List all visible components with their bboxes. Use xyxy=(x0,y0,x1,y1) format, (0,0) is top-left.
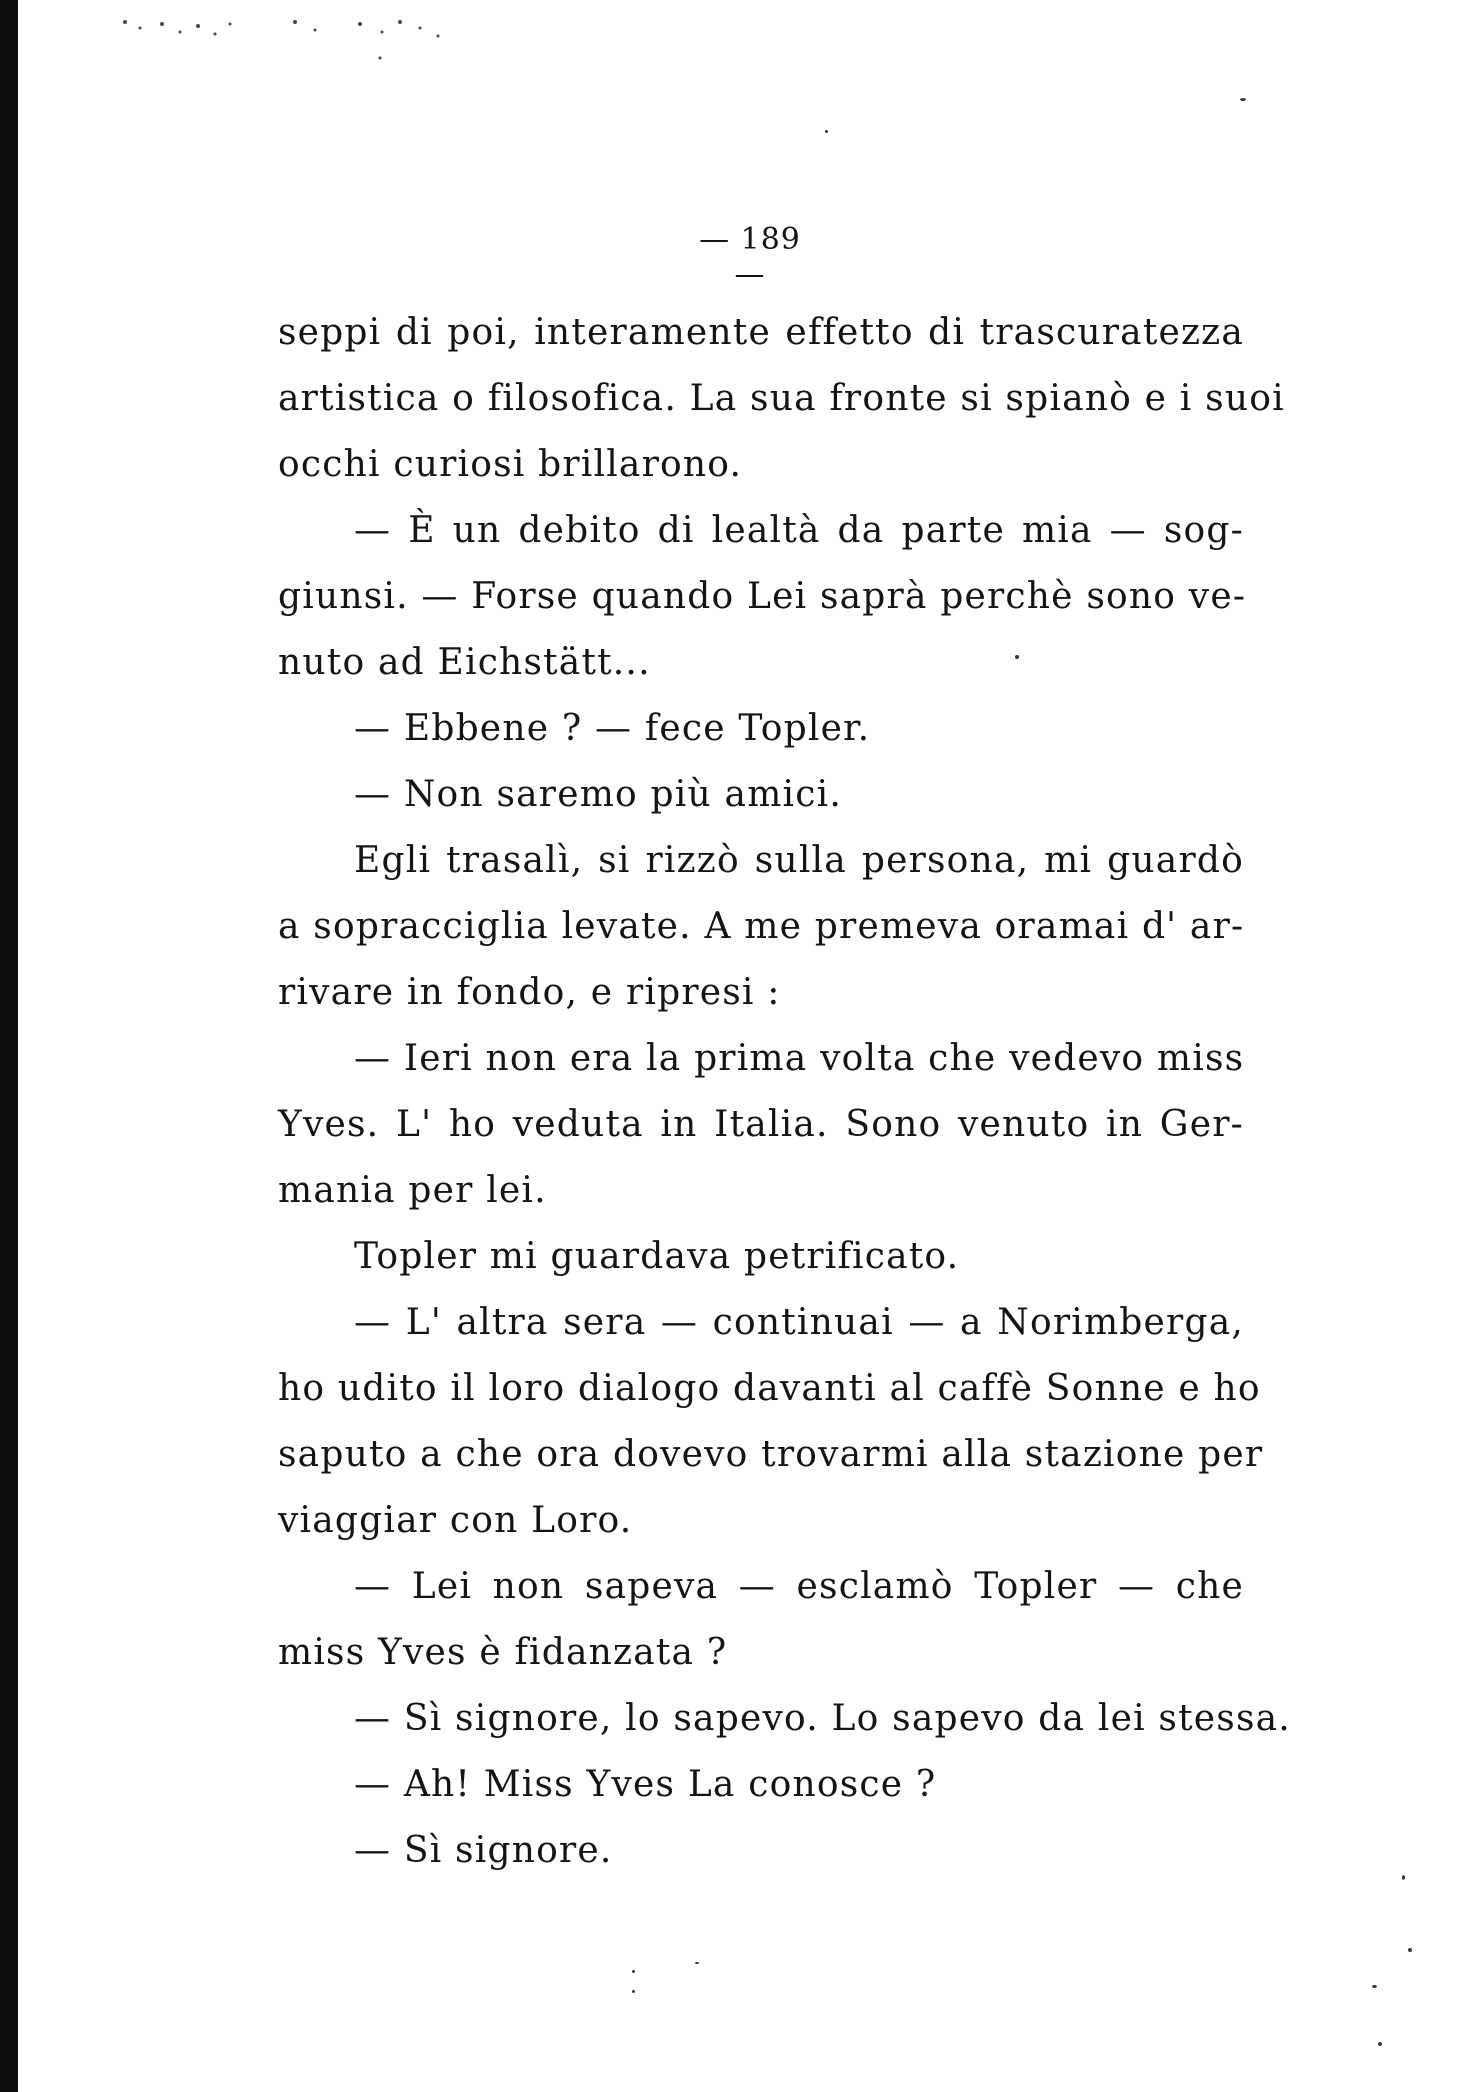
text-line: giunsi. — Forse quando Lei saprà perchè sono ve- xyxy=(278,576,1247,617)
book-binding-edge xyxy=(0,0,18,2092)
text-line: a sopracciglia levate. A me premeva oramai d' ar- xyxy=(278,906,1245,947)
scan-speck xyxy=(632,1970,635,1973)
page-number: — 189 — xyxy=(699,222,801,292)
text-line: viaggiar con Loro. xyxy=(278,1500,633,1541)
text-line: — Ah! Miss Yves La conosce ? xyxy=(354,1764,937,1805)
text-line: — Sì signore. xyxy=(354,1830,613,1871)
text-line: Topler mi guardava petrificato. xyxy=(354,1236,960,1277)
text-line: ho udito il loro dialogo davanti al caffè Sonne e ho xyxy=(278,1368,1261,1409)
text-line: saputo a che ora dovevo trovarmi alla stazione per xyxy=(278,1434,1264,1475)
text-line: — Lei non sapeva — esclamò Topler — che xyxy=(354,1566,1244,1607)
text-line: — L' altra sera — continuai — a Norimberga, xyxy=(354,1302,1244,1343)
text-line: mania per lei. xyxy=(278,1170,547,1211)
text-line: Egli trasalì, si rizzò sulla persona, mi guardò xyxy=(354,840,1244,881)
scan-speck xyxy=(695,1962,699,1964)
scan-speck xyxy=(632,1990,635,1993)
text-line: miss Yves è fidanzata ? xyxy=(278,1632,728,1673)
scan-speck xyxy=(1372,1985,1377,1988)
scan-noise-marks xyxy=(120,10,580,70)
text-line: nuto ad Eichstätt... xyxy=(278,642,651,683)
scan-speck xyxy=(1378,2042,1382,2046)
body-text xyxy=(278,300,1291,1884)
text-line: occhi curiosi brillarono. xyxy=(278,444,743,485)
text-line: — Sì signore, lo sapevo. Lo sapevo da lei stessa. xyxy=(354,1698,1291,1739)
scan-speck xyxy=(1402,1875,1405,1880)
text-line: — Ebbene ? — fece Topler. xyxy=(354,708,871,749)
text-line: seppi di poi, interamente effetto di trascuratezza xyxy=(278,312,1244,353)
text-line: artistica o filosofica. La sua fronte si spianò e i suoi xyxy=(278,378,1285,419)
scan-speck xyxy=(1240,98,1246,101)
text-line: Yves. L' ho veduta in Italia. Sono venuto in Ger- xyxy=(278,1104,1244,1145)
scan-speck xyxy=(1408,1948,1412,1952)
text-line: — È un debito di lealtà da parte mia — sog- xyxy=(354,510,1244,551)
text-line: — Ieri non era la prima volta che vedevo miss xyxy=(354,1038,1245,1079)
scan-speck xyxy=(825,130,828,133)
text-line: rivare in fondo, e ripresi : xyxy=(278,972,781,1013)
text-line: — Non saremo più amici. xyxy=(354,774,842,815)
